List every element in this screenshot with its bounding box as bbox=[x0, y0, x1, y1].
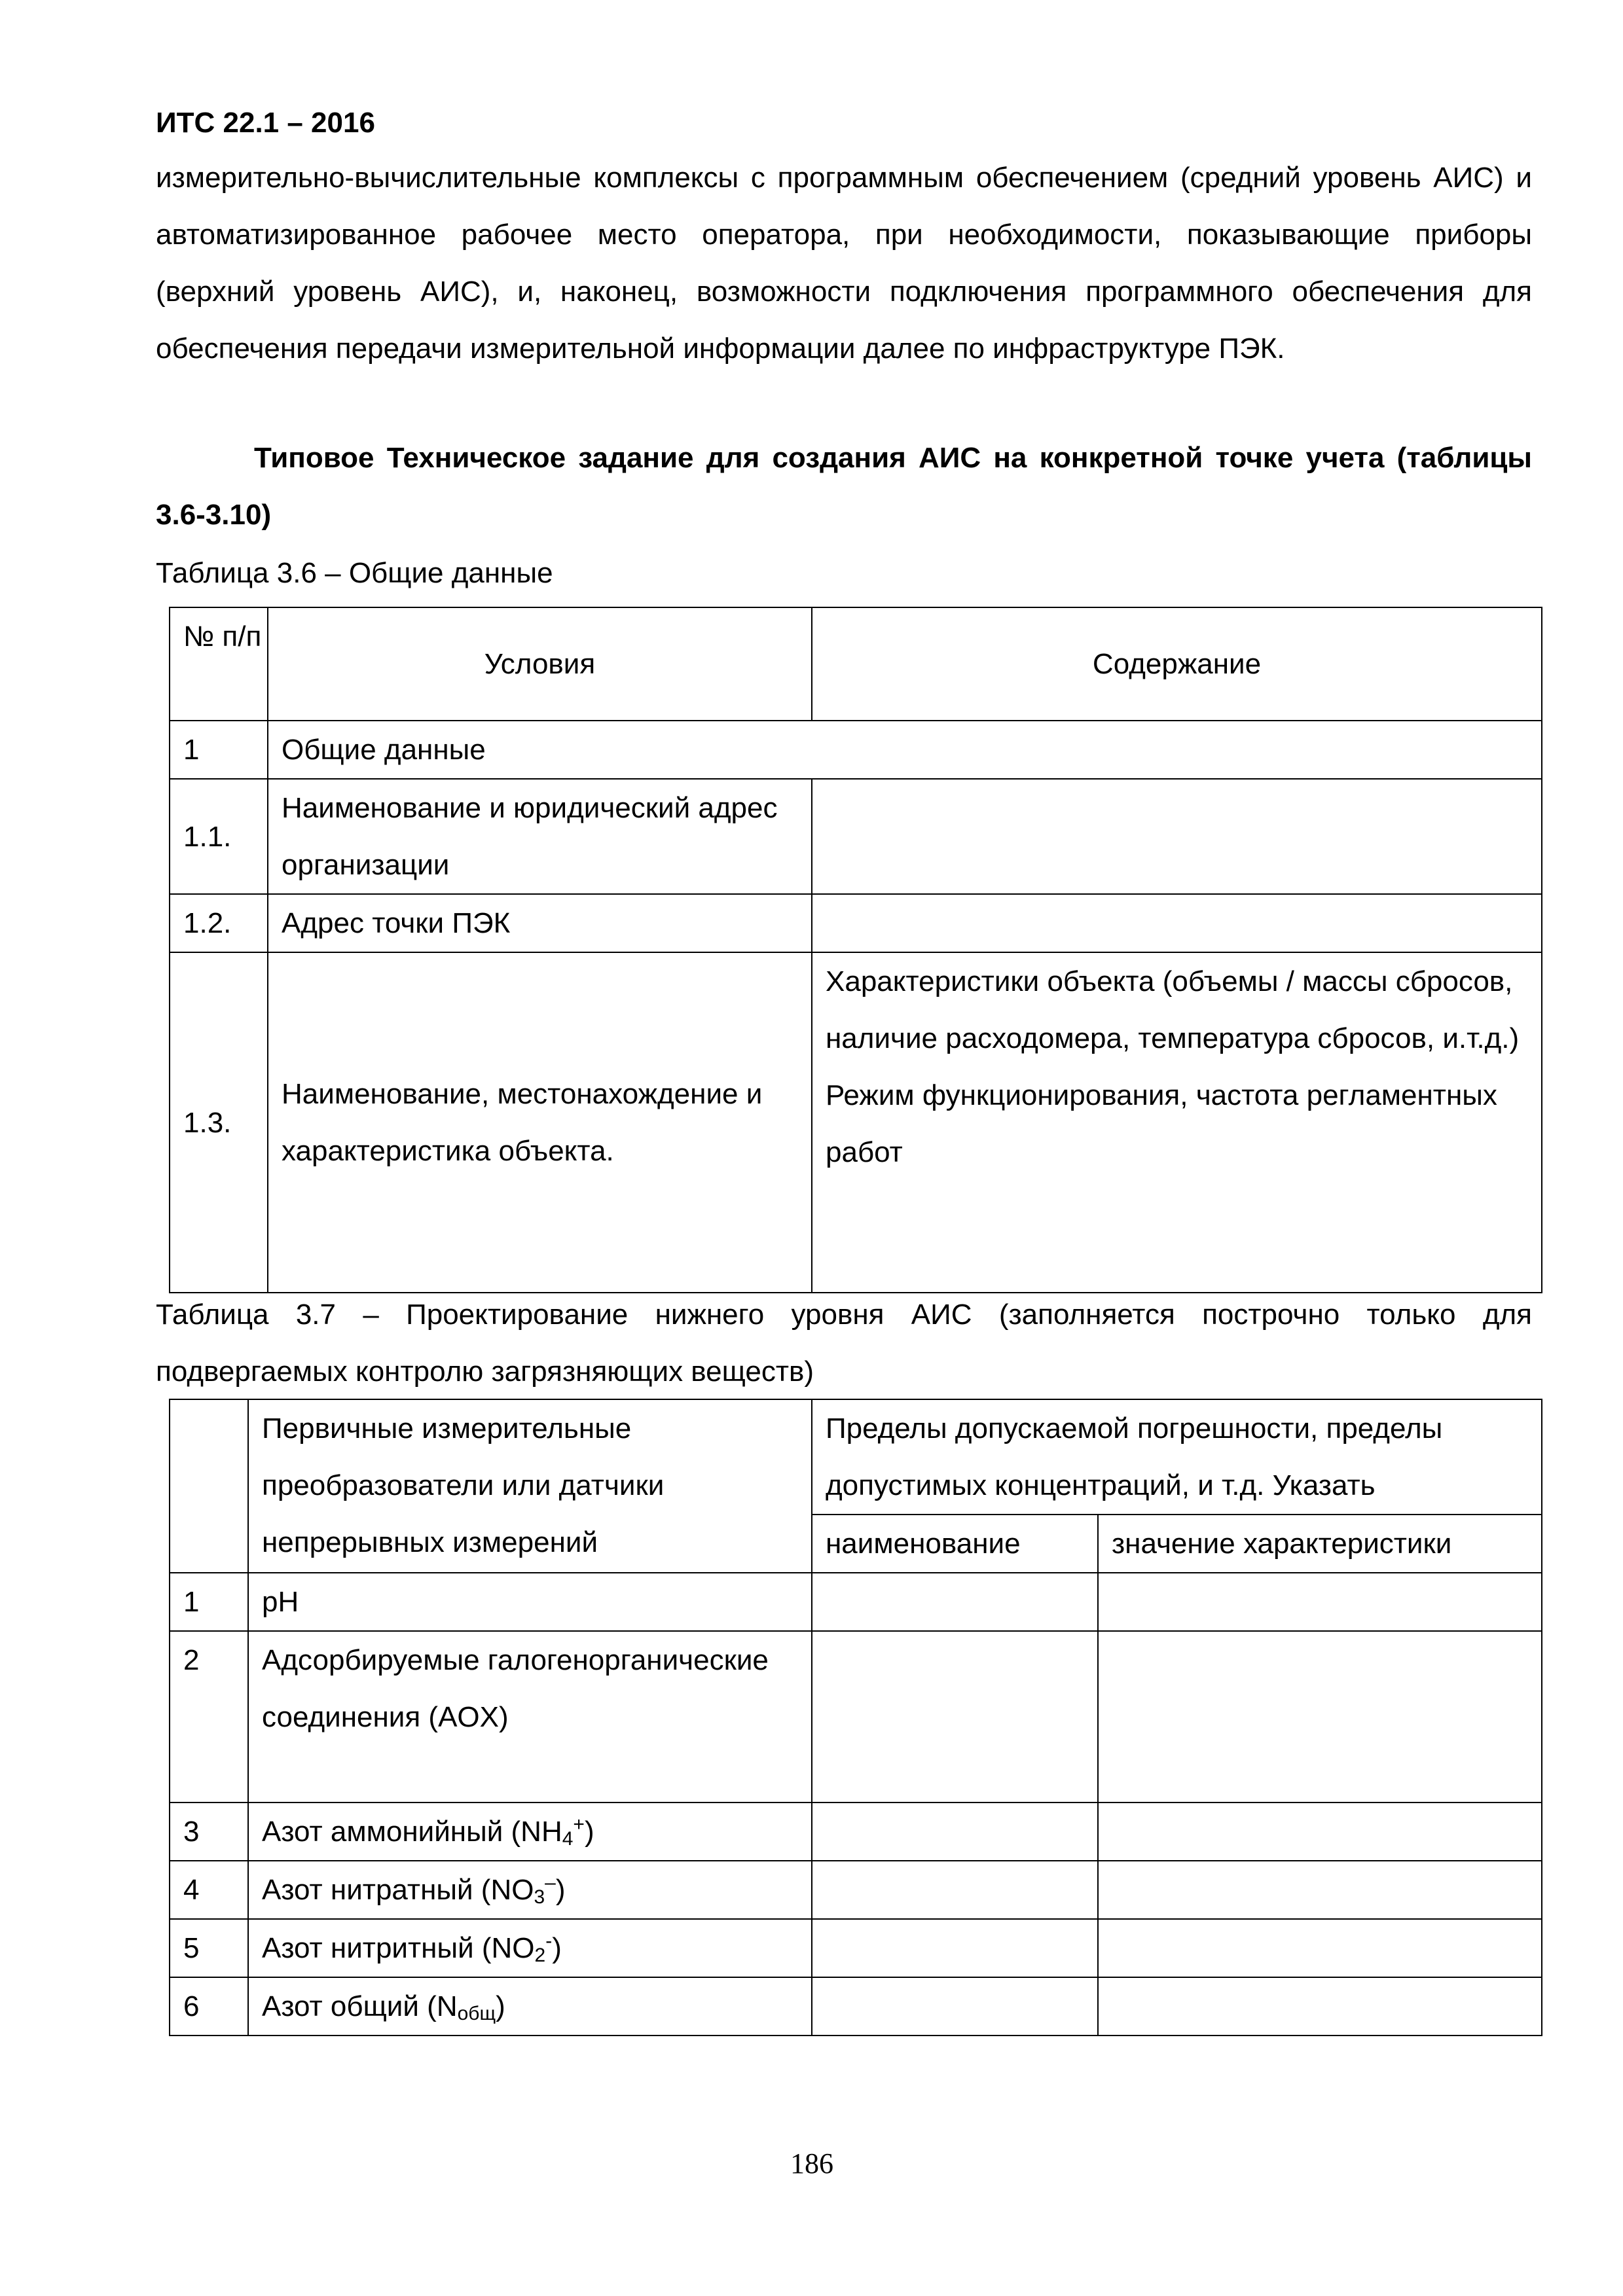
subscript: 2 bbox=[534, 1945, 546, 1966]
header-num-empty bbox=[170, 1399, 248, 1573]
table-row bbox=[170, 952, 1542, 1293]
table-row bbox=[170, 779, 1542, 894]
table-row bbox=[170, 1977, 1542, 2036]
row-content-line: Характеристики объекта (объемы / массы сбросов, наличие расходомера, температура сбросов, и.т.д.) bbox=[826, 965, 1520, 1054]
label-close: ) bbox=[555, 1874, 566, 1906]
row-conditions: Наименование и юридический адрес организации bbox=[268, 779, 812, 894]
superscript: – bbox=[545, 1872, 556, 1893]
row-value-cell bbox=[1098, 1861, 1542, 1919]
row-name-cell bbox=[812, 1803, 1098, 1861]
row-num: 4 bbox=[170, 1861, 248, 1919]
label-close: ) bbox=[584, 1816, 594, 1848]
row-label: pH bbox=[248, 1573, 812, 1631]
label-close: ) bbox=[496, 1990, 505, 2022]
row-num: 1.2. bbox=[170, 894, 268, 952]
row-name-cell bbox=[812, 1919, 1098, 1977]
header-num: № п/п bbox=[170, 607, 268, 721]
label-text: Азот нитратный (NO bbox=[262, 1874, 534, 1906]
row-label: Адсорбируемые галогенорганические соединения (AOX) bbox=[248, 1631, 812, 1803]
superscript: + bbox=[573, 1814, 585, 1835]
label-text: Азот общий (N bbox=[262, 1990, 458, 2022]
row-label bbox=[248, 1977, 812, 2036]
row-label bbox=[248, 1803, 812, 1861]
table-row bbox=[170, 721, 1542, 779]
table-row bbox=[170, 1861, 1542, 1919]
row-content bbox=[812, 952, 1542, 1293]
row-value-cell bbox=[1098, 1631, 1542, 1803]
table-header-row bbox=[170, 1399, 1542, 1515]
row-num: 2 bbox=[170, 1631, 248, 1803]
table-3-7-lower-level-design bbox=[169, 1399, 1542, 2036]
row-name-cell bbox=[812, 1977, 1098, 2036]
row-conditions: Наименование, местонахождение и характеристика объекта. bbox=[268, 952, 812, 1293]
page-number: 186 bbox=[790, 2147, 833, 2179]
row-label bbox=[248, 1919, 812, 1977]
row-content bbox=[812, 779, 1542, 894]
table-row bbox=[170, 1803, 1542, 1861]
row-name-cell bbox=[812, 1861, 1098, 1919]
intro-paragraph: измерительно-вычислительные комплексы с программным обеспечением (средний уровень АИС) и автоматизированное рабочее место оператора, при необходимости, показывающие приборы (верхний уровень АИС), и, наконец, возможности подключения программного обеспечения для обеспечения передачи измерительной информации далее по инфраструктуре ПЭК. bbox=[156, 162, 1532, 365]
row-num: 1.3. bbox=[170, 952, 268, 1293]
header-limits: Пределы допускаемой погрешности, пределы допустимых концентраций, и т.д. Указать bbox=[812, 1399, 1542, 1515]
row-num: 1 bbox=[170, 1573, 248, 1631]
label-text: Азот аммонийный (NH bbox=[262, 1816, 562, 1848]
table-3-7-caption: Таблица 3.7 – Проектирование нижнего уровня АИС (заполняется построчно только для подвергаемых контролю загрязняющих веществ) bbox=[156, 1299, 1532, 1388]
row-value-cell bbox=[1098, 1977, 1542, 2036]
table-row bbox=[170, 1919, 1542, 1977]
label-text: Азот нитритный (NO bbox=[262, 1932, 535, 1964]
table-3-6-general-data bbox=[169, 607, 1542, 1293]
table-row bbox=[170, 1631, 1542, 1803]
header-content: Содержание bbox=[812, 607, 1542, 721]
row-num: 6 bbox=[170, 1977, 248, 2036]
row-content bbox=[812, 894, 1542, 952]
row-num: 5 bbox=[170, 1919, 248, 1977]
row-content-line: Режим функционирования, частота регламентных работ bbox=[826, 1079, 1497, 1168]
section-heading: Типовое Техническое задание для создания АИС на конкретной точке учета (таблицы 3.6-3.10) bbox=[156, 442, 1532, 531]
header-conditions: Условия bbox=[268, 607, 812, 721]
row-label bbox=[248, 1861, 812, 1919]
row-name-cell bbox=[812, 1573, 1098, 1631]
row-name-cell bbox=[812, 1631, 1098, 1803]
superscript: - bbox=[545, 1930, 553, 1952]
header-value: значение характеристики bbox=[1098, 1515, 1542, 1573]
header-name: наименование bbox=[812, 1515, 1098, 1573]
row-num: 1 bbox=[170, 721, 268, 779]
row-conditions: Адрес точки ПЭК bbox=[268, 894, 812, 952]
row-conditions: Общие данные bbox=[268, 721, 1542, 779]
label-close: ) bbox=[552, 1932, 562, 1964]
row-value-cell bbox=[1098, 1803, 1542, 1861]
row-num: 1.1. bbox=[170, 779, 268, 894]
row-value-cell bbox=[1098, 1919, 1542, 1977]
table-row bbox=[170, 894, 1542, 952]
row-num: 3 bbox=[170, 1803, 248, 1861]
row-value-cell bbox=[1098, 1573, 1542, 1631]
table-header-row bbox=[170, 607, 1542, 721]
header-sensors: Первичные измерительные преобразователи или датчики непрерывных измерений bbox=[248, 1399, 812, 1573]
document-code-header: ИТС 22.1 – 2016 bbox=[156, 107, 375, 139]
table-3-6-caption: Таблица 3.6 – Общие данные bbox=[156, 557, 553, 589]
subscript: 3 bbox=[534, 1886, 545, 1908]
subscript: общ bbox=[457, 2003, 496, 2024]
table-row bbox=[170, 1573, 1542, 1631]
subscript: 4 bbox=[562, 1828, 574, 1850]
